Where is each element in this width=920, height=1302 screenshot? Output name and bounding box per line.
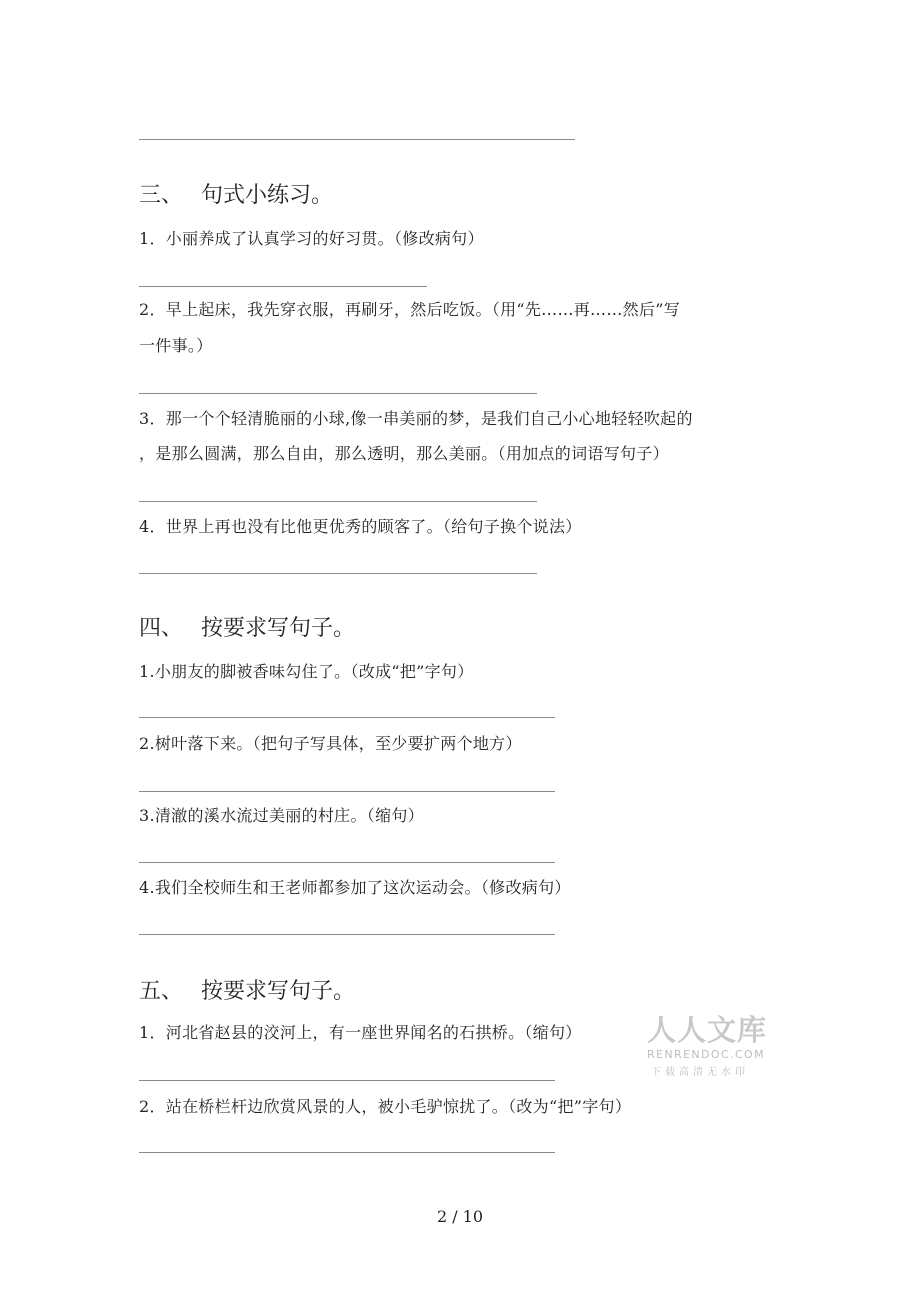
section-heading [139,981,355,1003]
question-text: ，是那么圆满，那么自由，那么透明，那么美丽。（用加点的词语写句子） [139,444,669,463]
section-heading [139,618,355,640]
question-text: 1.小朋友的脚被香味勾住了。（改成“把”字句） [139,662,474,681]
section-heading [139,185,333,207]
watermark-subtitle: 下载高清无水印 [651,1067,749,1078]
answer-line [139,286,427,287]
answer-line [139,1080,555,1081]
question-text: 2．站在桥栏杆边欣赏风景的人，被小毛驴惊扰了。（改为“把”字句） [139,1097,632,1116]
section-title: 句式小练习。 [201,183,334,208]
answer-line [139,139,575,140]
section-number: 三、 [139,183,184,208]
answer-line [139,393,537,394]
watermark [647,1013,772,1078]
question-text: 1．河北省赵县的洨河上，有一座世界闻名的石拱桥。（缩句） [139,1023,582,1042]
answer-line [139,791,555,792]
section-number: 五、 [139,979,184,1004]
answer-line [139,501,537,502]
question-text: 2.树叶落下来。（把句子写具体，至少要扩两个地方） [139,734,522,753]
question-text: 一件事。） [139,336,213,355]
page-number: 2 / 10 [436,1207,484,1226]
watermark-title: 人人文库 [647,1013,768,1047]
watermark-url: RENRENDOC.COM [647,1048,765,1061]
question-text: 4.我们全校师生和王老师都参加了这次运动会。（修改病句） [139,878,571,897]
answer-line [139,934,555,935]
answer-line [139,573,537,574]
section-title: 按要求写句子。 [201,979,356,1004]
question-text: 2．早上起床，我先穿衣服，再刷牙，然后吃饭。（用“先……再……然后”写 [139,300,681,319]
answer-line [139,862,555,863]
answer-line [139,1152,555,1153]
question-text: 4．世界上再也没有比他更优秀的顾客了。（给句子换个说法） [139,517,582,536]
question-text: 3．那一个个轻清脆丽的小球,像一串美丽的梦，是我们自己小心地轻轻吹起的 [139,409,693,428]
question-text: 1．小丽养成了认真学习的好习贯。（修改病句） [139,229,484,248]
question-text: 3.清澈的溪水流过美丽的村庄。（缩句） [139,806,424,825]
answer-line [139,717,555,718]
section-number: 四、 [139,616,184,641]
section-title: 按要求写句子。 [201,616,356,641]
